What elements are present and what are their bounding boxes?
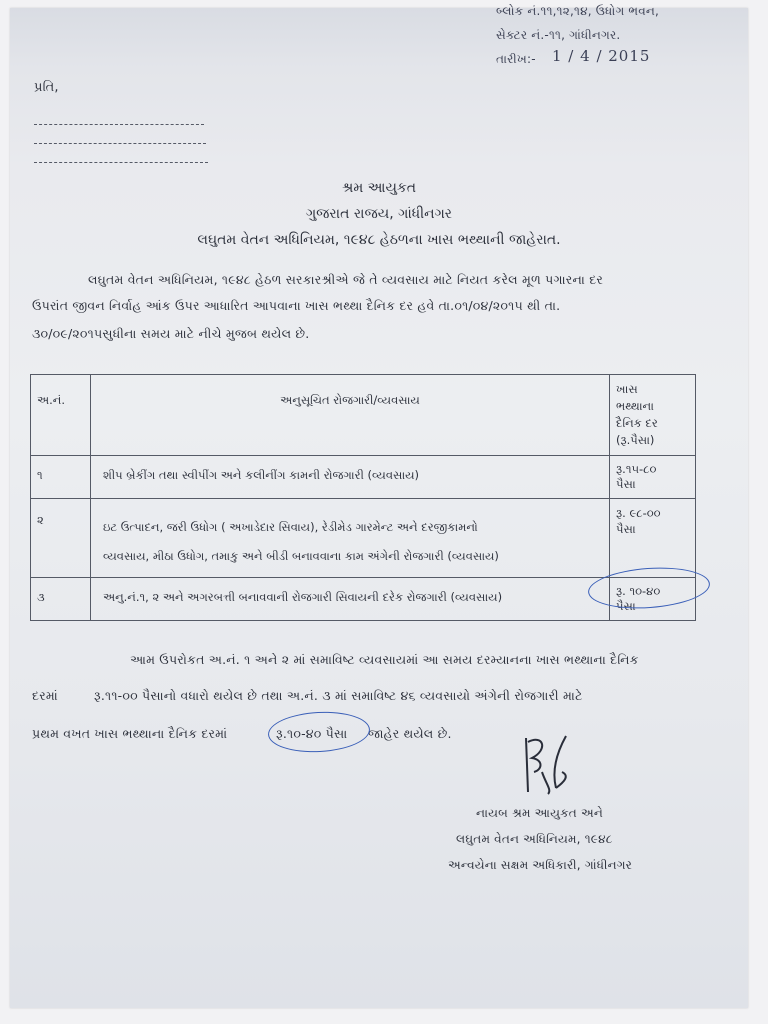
row-3-occupation: અનુ.નં.૧, ૨ અને અગરબત્તી બનાવવાની રોજગારી સિવાયની દરેક રોજગારી (વ્યવસાય) xyxy=(90,578,609,621)
closing-line-3a: પ્રથમ વખત ખાસ ભથ્થાના દૈનિક દરમાં xyxy=(32,726,228,741)
title-line-3: લઘુતમ વેતન અધિનિયમ, ૧૯૪૮ હેઠળના ખાસ ભથ્થાની જાહેરાત. xyxy=(197,232,561,248)
intro-line-3: ૩૦/૦૯/૨૦૧૫સુધીના સમય માટે નીચે મુજબ થયેલ છે. xyxy=(32,326,310,341)
header-date-value: 1 / 4 / 2015 xyxy=(552,47,651,65)
row-2-occupation: ઇટ ઉત્પાદન, જરી ઉધોગ ( અખાડેદાર સિવાય), રેડીમેડ ગારમેન્ટ અને દરજીકામનો વ્યવસાય, મીઠા ઉધોગ, તમાકુ અને બીડી બનાવવાના કામ અંગેની રોજગારી (વ્યવસાય) xyxy=(90,499,609,578)
recipient-line-2 xyxy=(34,143,206,144)
to-label: પ્રતિ, xyxy=(34,80,59,95)
row-1-rate: રૂ.૧૫-૮૦ પૈસા xyxy=(610,456,696,499)
signatory-line-3: અન્વયેના સક્ષમ અધિકારી, ગાંધીનગર xyxy=(448,858,633,872)
table-row xyxy=(31,499,696,578)
recipient-line-1 xyxy=(34,124,204,125)
header-sr: અ.નં. xyxy=(31,375,91,456)
closing-line-3b: રૂ.૧૦-૪૦ પૈસા xyxy=(276,726,348,741)
table-row xyxy=(31,456,696,499)
closing-line-1: આમ ઉપરોકત અ.નં. ૧ અને ૨ માં સમાવિષ્ટ વ્યવસાયમાં આ સમય દરમ્યાનના ખાસ ભથ્થાના દૈનિક xyxy=(130,652,639,667)
header-occupation: અનુસૂચિત રોજગારી/વ્યવસાય xyxy=(90,375,609,456)
title-line-1: શ્રમ આયુકત xyxy=(341,180,417,196)
recipient-line-3 xyxy=(34,162,208,163)
closing-line-2a: દરમાં xyxy=(32,688,58,703)
header-rate-line-1: ખાસ xyxy=(616,382,638,396)
signature-mark xyxy=(512,732,582,800)
row-3-rate: રૂ. ૧૦-૪૦ પૈસા xyxy=(610,578,696,621)
intro-line-2: ઉપરાંત જીવન નિર્વાહ આંક ઉપર આધારિત આપવાના ખાસ ભથ્થા દૈનિક દર હવે તા.૦૧/૦૪/૨૦૧૫ થી તા. xyxy=(32,298,561,313)
intro-line-1: લઘુતમ વેતન અધિનિયમ, ૧૯૪૮ હેઠળ સરકારશ્રીએ જે તે વ્યવસાય માટે નિયત કરેલ મૂળ પગારના દર xyxy=(88,272,604,287)
signatory-line-2: લઘુતમ વેતન અધિનિયમ, ૧૯૪૮ xyxy=(456,832,613,846)
header-rate-line-3: દૈનિક દર xyxy=(616,416,658,430)
signatory-line-1: નાયબ શ્રમ આયુકત અને xyxy=(476,806,603,820)
row-1-sr: ૧ xyxy=(31,456,91,499)
header-date-label: તારીખ:- xyxy=(496,52,536,66)
header-block-line: બ્લોક નં.૧૧,૧૨,૧૪, ઉધોગ ભવન, xyxy=(496,4,660,18)
closing-line-2b: રૂ.૧૧-૦૦ પૈસાનો વધારો થયેલ છે તથા અ.નં. ૩ માં સમાવિષ્ટ ૪૬ વ્યવસાયો અંગેની રોજગારી માટે xyxy=(94,688,583,703)
header-rate-line-4: (રૂ.પૈસા) xyxy=(616,433,655,447)
row-2-sr: ૨ xyxy=(31,499,91,578)
row-3-sr: ૩ xyxy=(31,578,91,621)
header-sector-line: સેક્ટર નં.-૧૧, ગાંધીનગર. xyxy=(496,28,621,42)
header-rate xyxy=(610,375,696,456)
table-header-row xyxy=(31,375,696,456)
row-1-occupation: શીપ બ્રેકીંગ તથા સ્વીપીંગ અને કલીનીંગ કામની રોજગારી (વ્યવસાય) xyxy=(90,456,609,499)
closing-line-3c: જાહેર થયેલ છે. xyxy=(368,726,452,741)
header-rate-line-2: ભથ્થાના xyxy=(616,399,654,413)
title-line-2: ગુજરાત રાજય, ગાંધીનગર xyxy=(305,206,453,222)
row-2-rate: રૂ. ૯૮-૦૦ પૈસા xyxy=(610,499,696,578)
